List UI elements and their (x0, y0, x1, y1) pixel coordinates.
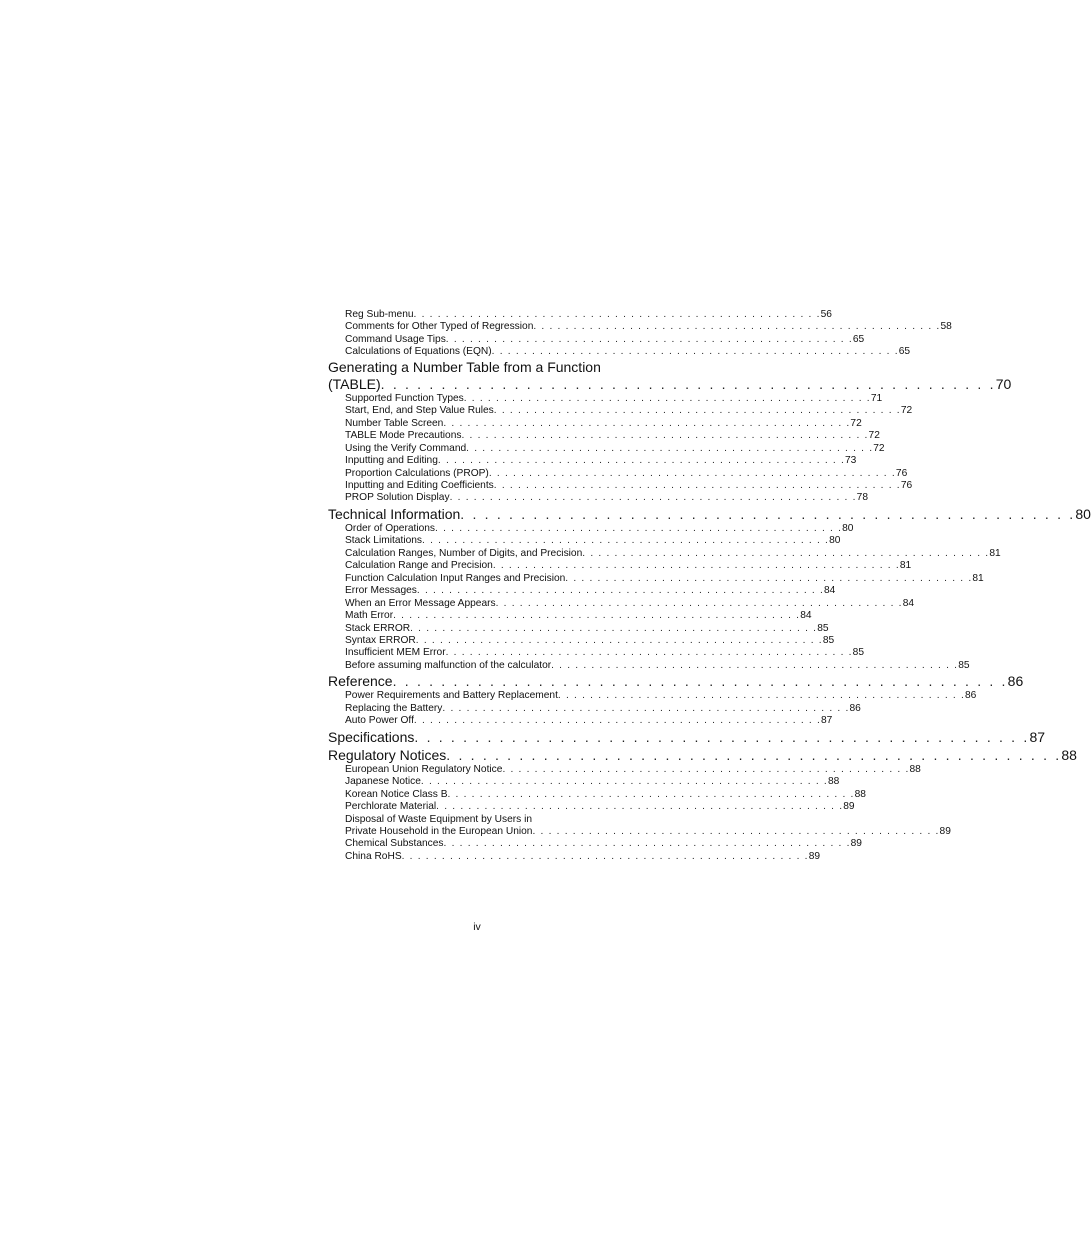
toc-entry-page: 71 (870, 392, 883, 404)
toc-entry-title-line: Disposal of Waste Equipment by Users in (345, 813, 533, 825)
toc-entry[interactable] (328, 690, 977, 702)
toc-entry-page: 72 (850, 417, 862, 429)
toc-entry-page: 76 (900, 479, 913, 491)
toc-entry[interactable] (328, 572, 984, 585)
toc-entry[interactable] (328, 535, 841, 547)
page-number: iv (473, 921, 481, 933)
toc-entry[interactable] (328, 838, 862, 850)
dot-leader: . . . . . . . . . . . . . . . . . . . . . . . . . . . . . . . . . . . . . . . . . . . . . . . . . . . (463, 392, 871, 404)
dot-leader: . . . . . . . . . . . . . . . . . . . . . . . . . . . . . . . . . . . . . . . . . . . . . . . . . . . (466, 442, 874, 454)
dot-leader: . . . . . . . . . . . . . . . . . . . . . . . . . . . . . . . . . . . . . . . . . . . . . . . . . . . (416, 585, 824, 597)
toc-entry-title: Error Messages (345, 585, 417, 597)
toc-entry-page: 89 (850, 838, 862, 850)
toc-entry[interactable] (328, 479, 913, 492)
toc-entry[interactable] (328, 825, 951, 838)
dot-leader: . . . . . . . . . . . . . . . . . . . . . . . . . . . . . . . . . . . . . . . . . . . . . . . . . . . (413, 715, 821, 727)
dot-leader: . . . . . . . . . . . . . . . . . . . . . . . . . . . . . . . . . . . . . . . . . . . . . . . . . . . (410, 622, 818, 634)
dot-leader: . . . . . . . . . . . . . . . . . . . . . . . . . . . . . . . . . . . . . . . . . . . . . . . . . . . (565, 572, 973, 584)
toc-entry-page: 89 (808, 850, 821, 862)
toc-entry-page: 85 (852, 647, 865, 659)
toc-entry[interactable] (328, 850, 821, 863)
toc-entry[interactable] (328, 622, 829, 635)
toc-entry-title: Comments for Other Typed of Regression (345, 321, 534, 333)
toc-entry-title: Calculations of Equations (EQN) (345, 346, 492, 358)
toc-entry-title: Inputting and Editing (345, 455, 438, 467)
toc-entry[interactable] (328, 801, 855, 813)
toc-entry-title: Command Usage Tips (345, 333, 446, 345)
toc-entry[interactable] (328, 430, 880, 442)
toc-entry[interactable] (328, 610, 812, 622)
toc-entry-title: Using the Verify Command (345, 442, 467, 454)
toc-section-title: Specifications (328, 728, 415, 745)
toc-entry-title: Power Requirements and Battery Replacement (345, 690, 558, 702)
toc-entry[interactable] (328, 585, 836, 597)
toc-entry-title: Replacing the Battery (345, 702, 443, 714)
toc-entry-title: Order of Operations (345, 522, 436, 534)
toc-entry-page: 81 (972, 572, 984, 584)
toc-entry[interactable] (328, 634, 835, 647)
toc-entry-page: 65 (852, 333, 865, 345)
toc-section-title: Technical Information (328, 505, 461, 522)
toc-entry-title: Korean Notice Class B (345, 788, 448, 800)
toc-entry-title: PROP Solution Display (345, 492, 450, 504)
toc-section-page: 88 (1061, 746, 1077, 763)
dot-leader: . . . . . . . . . . . . . . . . . . . . . . . . . . . . . . . . . . . . . . . . . . . . . . . . . . . (533, 321, 941, 333)
toc-entry-page: 80 (842, 522, 854, 534)
toc-entry-title: Private Household in the European Union (345, 825, 533, 837)
dot-leader: . . . . . . . . . . . . . . . . . . . . . . . . . . . . . . . . . . . . . . . . . . . . . . . . . . . (415, 634, 823, 646)
toc-section-title: Regulatory Notices (328, 746, 447, 763)
toc-entry[interactable] (328, 647, 865, 659)
toc-entry-title: When an Error Message Appears (345, 597, 496, 609)
toc-entry[interactable] (328, 659, 970, 672)
toc-entry-page: 73 (844, 455, 857, 467)
dot-leader: . . . . . . . . . . . . . . . . . . . . . . . . . . . . . . . . . . . . . . . . . . . . . . . . . . . (442, 702, 850, 714)
toc-entry-title: Insufficient MEM Error (345, 647, 446, 659)
toc-section-entry[interactable] (328, 746, 1077, 764)
toc-entry-page: 85 (817, 622, 829, 634)
toc-entry-title: Perchlorate Material (345, 801, 437, 813)
toc-entry-title: TABLE Mode Precautions (345, 430, 462, 442)
toc-entry-title: Supported Function Types (345, 392, 464, 404)
dot-leader: . . . . . . . . . . . . . . . . . . . . . . . . . . . . . . . . . . . . . . . . . . . . . . . . . . . (443, 417, 851, 429)
dot-leader: . . . . . . . . . . . . . . . . . . . . . . . . . . . . . . . . . . . . . . . . . . . . . . . . . . . (460, 505, 1076, 522)
dot-leader: . . . . . . . . . . . . . . . . . . . . . . . . . . . . . . . . . . . . . . . . . . . . . . . . . . . (435, 522, 843, 534)
dot-leader: . . . . . . . . . . . . . . . . . . . . . . . . . . . . . . . . . . . . . . . . . . . . . . . . . . . (461, 430, 869, 442)
toc-entry-title: Before assuming malfunction of the calculator (345, 659, 552, 671)
toc-entry-title: Japanese Notice (345, 776, 421, 788)
toc-entry-page: 88 (854, 788, 866, 800)
toc-entry-page: 56 (820, 309, 832, 320)
toc-entry[interactable] (328, 392, 883, 405)
toc-entry-page: 78 (856, 492, 868, 504)
toc-entry-title: Number Table Screen (345, 417, 444, 429)
toc-entry-page: 72 (868, 430, 880, 442)
toc-entry[interactable] (328, 522, 854, 535)
toc-entry-title: Chemical Substances (345, 838, 444, 850)
dot-leader: . . . . . . . . . . . . . . . . . . . . . . . . . . . . . . . . . . . . . . . . . . . . . . . . . . . (446, 746, 1062, 763)
dot-leader: . . . . . . . . . . . . . . . . . . . . . . . . . . . . . . . . . . . . . . . . . . . . . . . . . . . (491, 346, 899, 358)
dot-leader: . . . . . . . . . . . . . . . . . . . . . . . . . . . . . . . . . . . . . . . . . . . . . . . . . . . (414, 728, 1030, 745)
toc-section-page: 80 (1075, 505, 1091, 522)
toc-entry[interactable] (328, 547, 1001, 560)
toc-entry[interactable] (328, 560, 912, 572)
toc-entry-page: 85 (822, 634, 835, 646)
toc-entry-title: European Union Regulatory Notice (345, 763, 503, 775)
toc-entry-title: Syntax ERROR (345, 634, 416, 646)
toc-entry[interactable] (328, 417, 862, 430)
toc-entry-page: 87 (820, 715, 833, 727)
toc-section-entry[interactable] (328, 673, 1024, 690)
dot-leader: . . . . . . . . . . . . . . . . . . . . . . . . . . . . . . . . . . . . . . . . . . . . . . . . . . . (551, 659, 959, 671)
toc-entry[interactable] (328, 467, 908, 480)
toc-section-entry[interactable] (328, 505, 1091, 523)
toc-section-page: 70 (995, 375, 1012, 392)
dot-leader: . . . . . . . . . . . . . . . . . . . . . . . . . . . . . . . . . . . . . . . . . . . . . . . . . . . (380, 375, 996, 392)
toc-entry-page: 86 (849, 702, 861, 714)
dot-leader: . . . . . . . . . . . . . . . . . . . . . . . . . . . . . . . . . . . . . . . . . . . . . . . . . . . (447, 788, 855, 800)
dot-leader: . . . . . . . . . . . . . . . . . . . . . . . . . . . . . . . . . . . . . . . . . . . . . . . . . . . (493, 405, 901, 417)
toc-entry-page: 58 (940, 321, 952, 333)
toc-entry-page: 88 (909, 763, 921, 775)
dot-leader: . . . . . . . . . . . . . . . . . . . . . . . . . . . . . . . . . . . . . . . . . . . . . . . . . . . (582, 547, 990, 559)
toc-entry-title: Function Calculation Input Ranges and Precision (345, 572, 566, 584)
toc-entry[interactable] (328, 763, 921, 776)
toc-entry-page: 72 (900, 405, 913, 417)
toc-entry-page: 76 (895, 467, 908, 479)
dot-leader: . . . . . . . . . . . . . . . . . . . . . . . . . . . . . . . . . . . . . . . . . . . . . . . . . . . (445, 647, 853, 659)
toc-entry-page: 80 (829, 535, 841, 547)
dot-leader: . . . . . . . . . . . . . . . . . . . . . . . . . . . . . . . . . . . . . . . . . . . . . . . . . . . (436, 801, 844, 813)
toc-section-page: 87 (1029, 728, 1046, 745)
toc-entry-title: Auto Power Off (345, 715, 414, 727)
toc-entry-page: 89 (939, 825, 951, 837)
toc-entry[interactable] (328, 702, 861, 715)
toc-entry[interactable] (328, 776, 840, 788)
toc-entry-page: 84 (800, 610, 812, 622)
toc-entry-title: Stack Limitations (345, 535, 423, 547)
toc-entry-page: 84 (823, 585, 836, 597)
dot-leader: . . . . . . . . . . . . . . . . . . . . . . . . . . . . . . . . . . . . . . . . . . . . . . . . . . . (392, 673, 1008, 690)
toc-entry-page: 89 (843, 801, 855, 813)
toc-entry[interactable] (328, 715, 833, 727)
dot-leader: . . . . . . . . . . . . . . . . . . . . . . . . . . . . . . . . . . . . . . . . . . . . . . . . . . . (413, 309, 821, 320)
dot-leader: . . . . . . . . . . . . . . . . . . . . . . . . . . . . . . . . . . . . . . . . . . . . . . . . . . . (443, 838, 851, 850)
dot-leader: . . . . . . . . . . . . . . . . . . . . . . . . . . . . . . . . . . . . . . . . . . . . . . . . . . . (420, 776, 828, 788)
toc-entry-title: Math Error (345, 610, 394, 622)
toc-entry-page: 72 (873, 442, 885, 454)
toc-entry[interactable] (328, 492, 868, 504)
toc-section-heading-line: Generating a Number Table from a Function (328, 358, 601, 375)
toc-entry-page: 81 (989, 547, 1001, 559)
toc-entry-page: 85 (958, 659, 970, 671)
toc-entry-page: 81 (899, 560, 912, 572)
dot-leader: . . . . . . . . . . . . . . . . . . . . . . . . . . . . . . . . . . . . . . . . . . . . . . . . . . . (532, 825, 940, 837)
toc-entry[interactable] (328, 455, 857, 467)
toc-entry[interactable] (328, 597, 915, 610)
dot-leader: . . . . . . . . . . . . . . . . . . . . . . . . . . . . . . . . . . . . . . . . . . . . . . . . . . . (557, 690, 965, 702)
dot-leader: . . . . . . . . . . . . . . . . . . . . . . . . . . . . . . . . . . . . . . . . . . . . . . . . . . . (393, 610, 801, 622)
toc-section-title: Reference (328, 673, 393, 690)
toc-section-entry[interactable] (328, 728, 1046, 746)
toc-entry-title: Inputting and Editing Coefficients (345, 479, 494, 491)
toc-entry-title: Proportion Calculations (PROP) (345, 467, 489, 479)
toc-section-title: (TABLE) (328, 375, 381, 392)
dot-leader: . . . . . . . . . . . . . . . . . . . . . . . . . . . . . . . . . . . . . . . . . . . . . . . . . . . (437, 455, 845, 467)
toc-entry-title: Calculation Ranges, Number of Digits, and Precision (345, 547, 583, 559)
toc-entry[interactable] (328, 333, 865, 346)
toc-section-page: 86 (1007, 673, 1024, 690)
toc-entry-title: Reg Sub-menu (345, 309, 414, 320)
toc-entry-title: China RoHS (345, 850, 402, 862)
toc-entry[interactable] (328, 788, 866, 801)
toc-entry-title: Calculation Range and Precision (345, 560, 493, 572)
toc-entry-page: 88 (827, 776, 840, 788)
table-of-contents (328, 309, 1091, 863)
toc-entry[interactable] (328, 309, 832, 321)
dot-leader: . . . . . . . . . . . . . . . . . . . . . . . . . . . . . . . . . . . . . . . . . . . . . . . . . . . (401, 850, 809, 862)
toc-entry[interactable] (328, 405, 913, 417)
toc-entry-title: Stack ERROR (345, 622, 411, 634)
dot-leader: . . . . . . . . . . . . . . . . . . . . . . . . . . . . . . . . . . . . . . . . . . . . . . . . . . . (445, 333, 853, 345)
dot-leader: . . . . . . . . . . . . . . . . . . . . . . . . . . . . . . . . . . . . . . . . . . . . . . . . . . . (495, 597, 903, 609)
toc-entry-page: 84 (902, 597, 915, 609)
toc-entry[interactable] (328, 346, 911, 358)
dot-leader: . . . . . . . . . . . . . . . . . . . . . . . . . . . . . . . . . . . . . . . . . . . . . . . . . . . (449, 492, 857, 504)
toc-entry-title: Start, End, and Step Value Rules (345, 405, 494, 417)
toc-entry[interactable] (328, 442, 885, 455)
toc-section-entry[interactable] (328, 375, 1012, 393)
dot-leader: . . . . . . . . . . . . . . . . . . . . . . . . . . . . . . . . . . . . . . . . . . . . . . . . . . . (493, 479, 901, 491)
toc-entry-page: 65 (898, 346, 911, 358)
dot-leader: . . . . . . . . . . . . . . . . . . . . . . . . . . . . . . . . . . . . . . . . . . . . . . . . . . . (422, 535, 830, 547)
toc-entry[interactable] (328, 321, 952, 333)
toc-entry-page: 86 (965, 690, 977, 702)
dot-leader: . . . . . . . . . . . . . . . . . . . . . . . . . . . . . . . . . . . . . . . . . . . . . . . . . . . (502, 763, 910, 775)
dot-leader: . . . . . . . . . . . . . . . . . . . . . . . . . . . . . . . . . . . . . . . . . . . . . . . . . . . (488, 467, 896, 479)
dot-leader: . . . . . . . . . . . . . . . . . . . . . . . . . . . . . . . . . . . . . . . . . . . . . . . . . . . (492, 560, 900, 572)
